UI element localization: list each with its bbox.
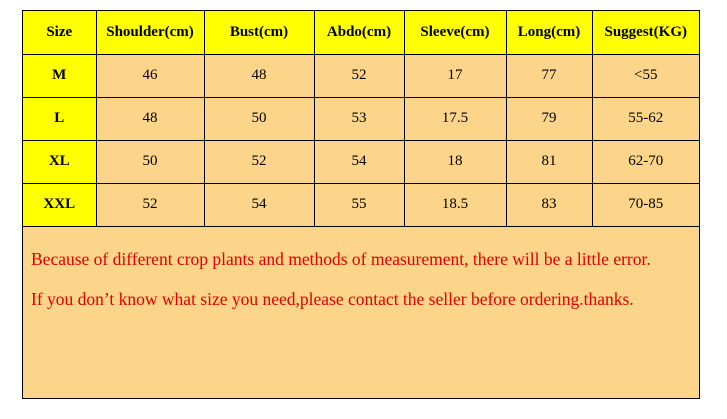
table-cell: 17.5: [404, 97, 506, 140]
table-cell: 52: [204, 140, 314, 183]
table-row: [23, 183, 699, 226]
table-cell: 18.5: [404, 183, 506, 226]
size-label: XXL: [23, 183, 96, 226]
table-cell: 77: [506, 54, 592, 97]
table-cell: 52: [314, 54, 404, 97]
note-error-text: Because of different crop plants and methods of measurement, there will be a little error.: [31, 249, 651, 269]
table-cell: <55: [592, 54, 699, 97]
table-header-row: [23, 11, 699, 54]
table-cell: 53: [314, 97, 404, 140]
table-cell: 46: [96, 54, 204, 97]
table-cell: 55-62: [592, 97, 699, 140]
measurement-note: [31, 239, 691, 319]
column-header-sleeve: Sleeve(cm): [404, 11, 506, 54]
column-header-long: Long(cm): [506, 11, 592, 54]
size-label: M: [23, 54, 96, 97]
table-cell: 48: [204, 54, 314, 97]
column-header-suggest: Suggest(KG): [592, 11, 699, 54]
table-cell: 81: [506, 140, 592, 183]
table-cell: 70-85: [592, 183, 699, 226]
size-table: [23, 11, 699, 227]
table-cell: 54: [314, 140, 404, 183]
column-header-abdo: Abdo(cm): [314, 11, 404, 54]
table-cell: 48: [96, 97, 204, 140]
size-chart: [22, 10, 700, 399]
size-label: XL: [23, 140, 96, 183]
table-row: [23, 54, 699, 97]
table-row: [23, 140, 699, 183]
table-row: [23, 97, 699, 140]
table-cell: 62-70: [592, 140, 699, 183]
column-header-shoulder: Shoulder(cm): [96, 11, 204, 54]
table-cell: 52: [96, 183, 204, 226]
table-cell: 54: [204, 183, 314, 226]
table-cell: 55: [314, 183, 404, 226]
table-cell: 50: [96, 140, 204, 183]
table-cell: 83: [506, 183, 592, 226]
size-label: L: [23, 97, 96, 140]
table-cell: 79: [506, 97, 592, 140]
note-contact-text: If you don’t know what size you need,please contact the seller before ordering.thanks.: [31, 289, 634, 309]
table-cell: 17: [404, 54, 506, 97]
column-header-size: Size: [23, 11, 96, 54]
column-header-bust: Bust(cm): [204, 11, 314, 54]
table-cell: 18: [404, 140, 506, 183]
table-cell: 50: [204, 97, 314, 140]
